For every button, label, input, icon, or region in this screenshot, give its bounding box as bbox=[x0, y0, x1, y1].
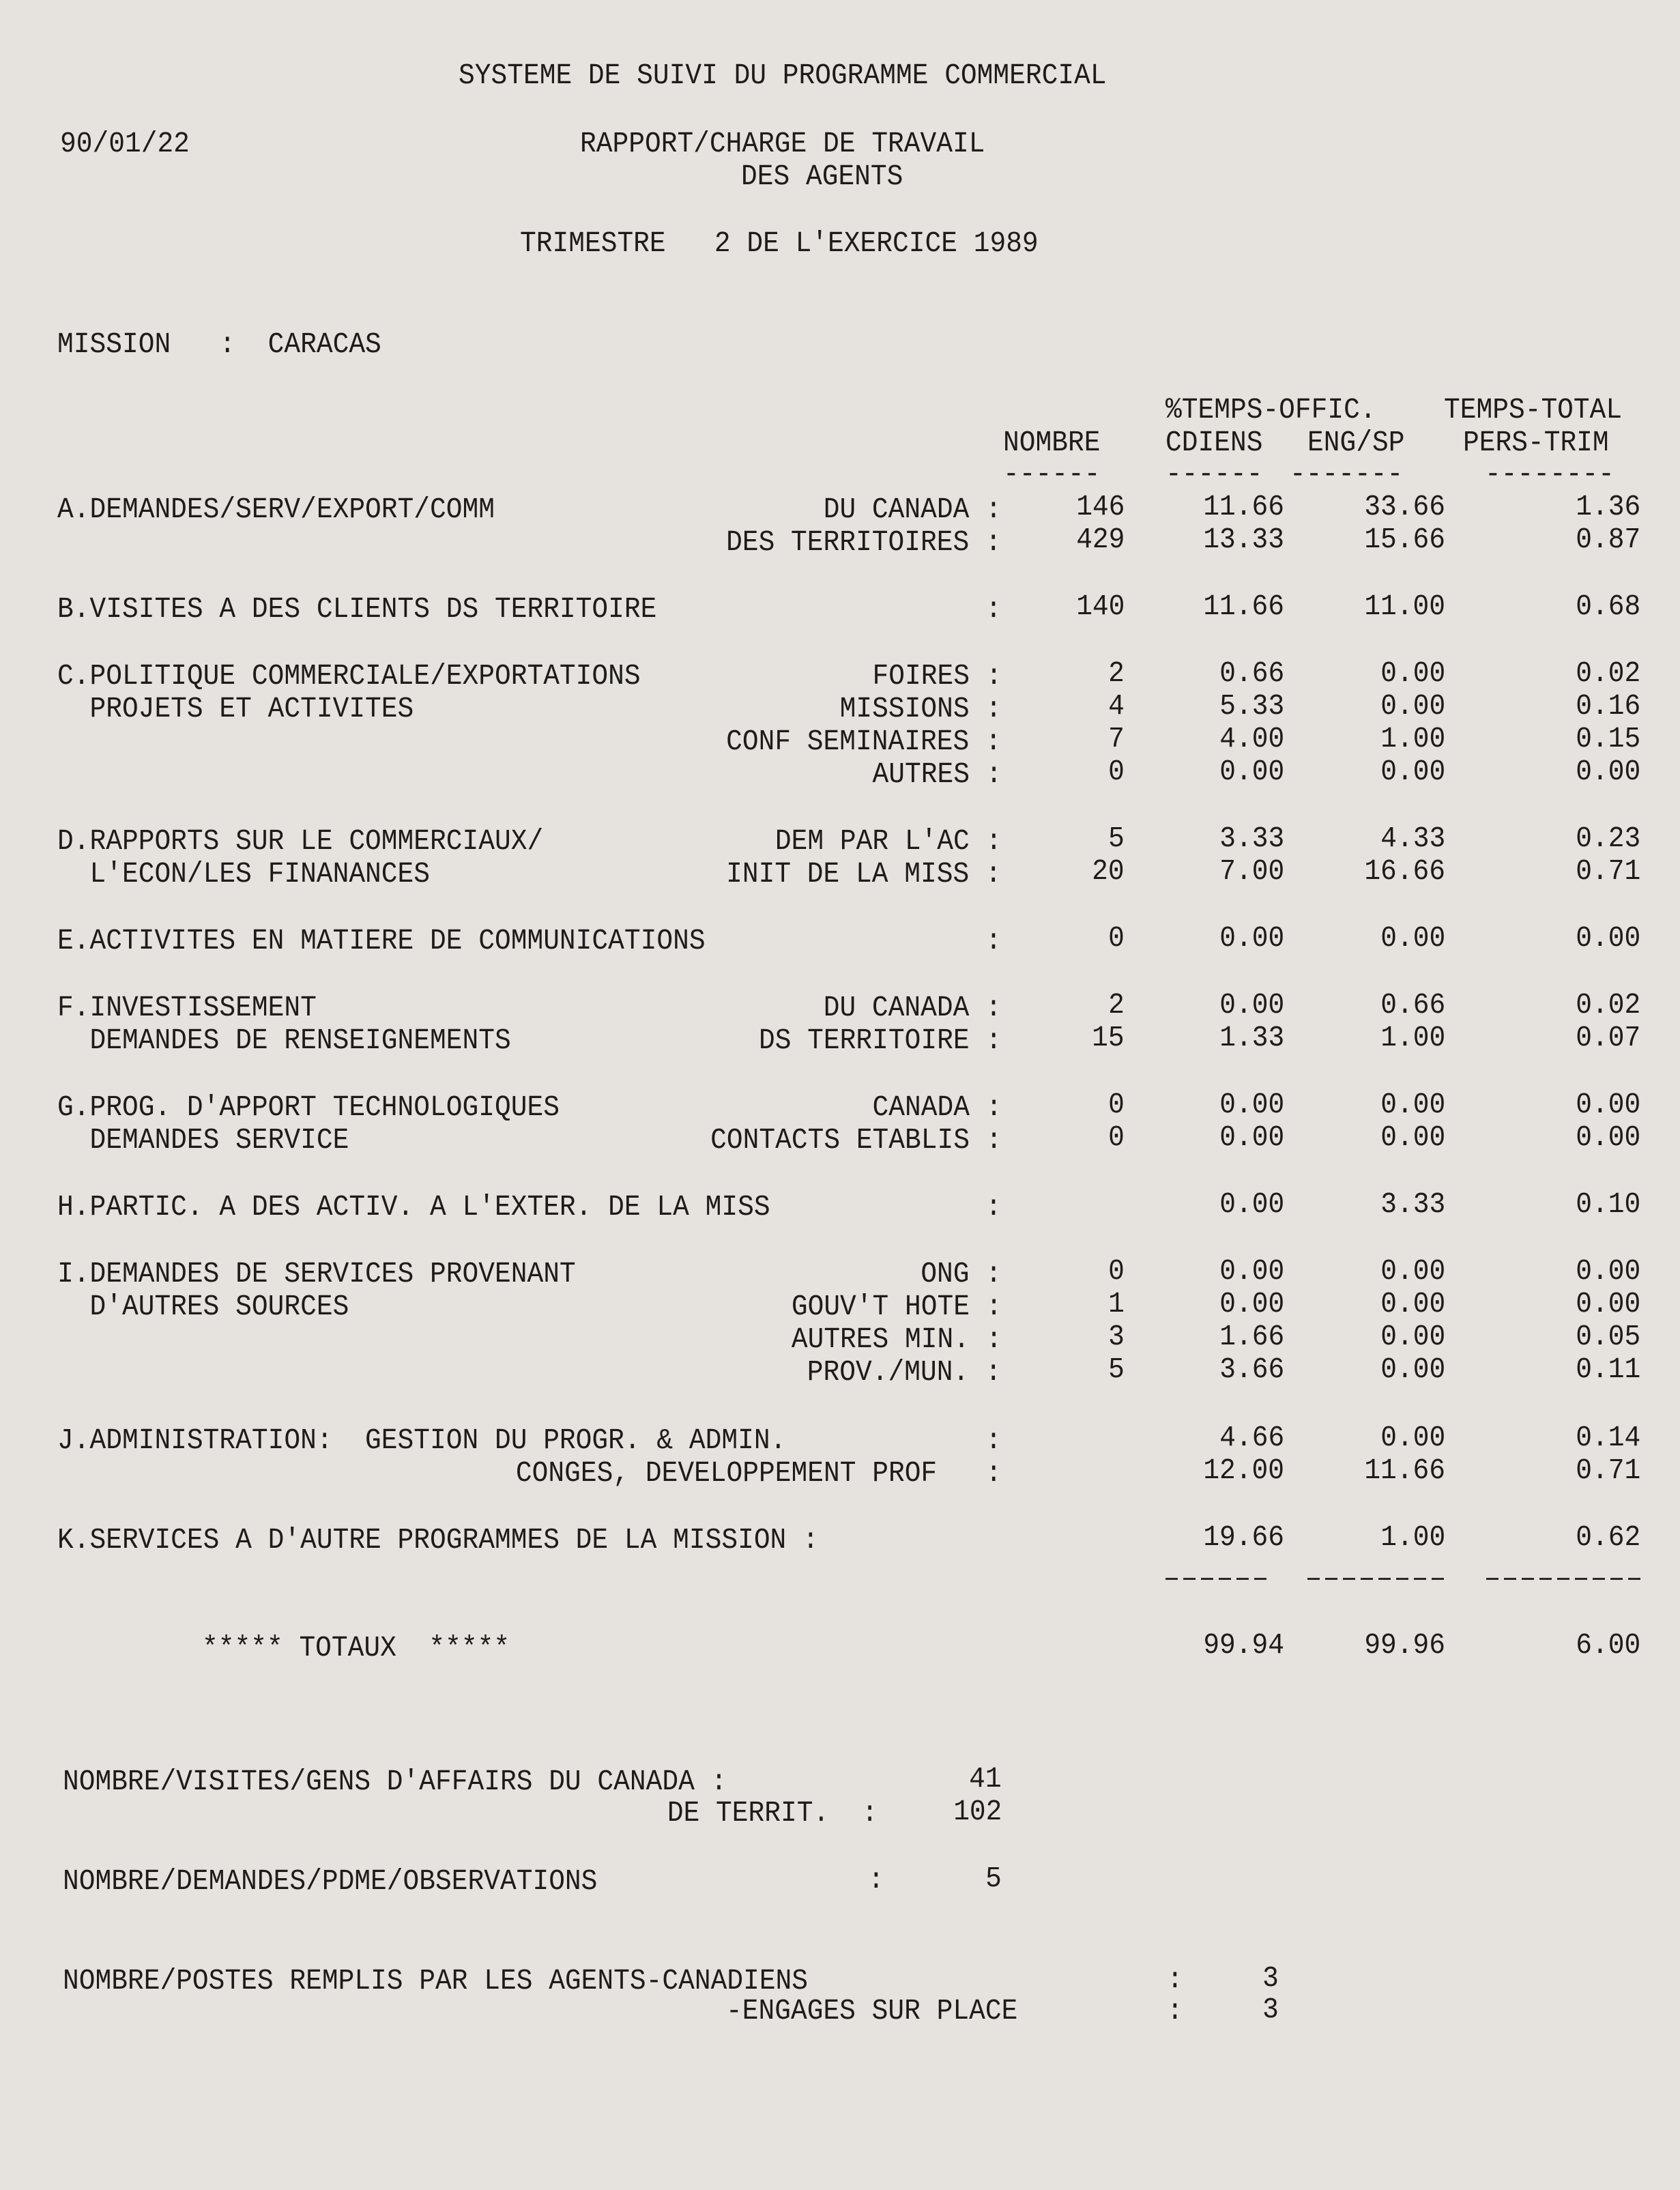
row-nombre: 0 bbox=[1108, 921, 1125, 955]
separator-dash bbox=[1219, 1578, 1231, 1580]
row-cdiens: 4.00 bbox=[1219, 722, 1284, 755]
row-eng-sp: 0.00 bbox=[1380, 755, 1445, 788]
row-category: H.PARTIC. A DES ACTIV. A L'EXTER. DE LA MISS bbox=[57, 1190, 770, 1224]
row-cdiens: 11.66 bbox=[1203, 490, 1284, 523]
row-cdiens: 0.00 bbox=[1219, 1254, 1284, 1288]
column-header-eng-sp: ENG/SP bbox=[1307, 426, 1405, 459]
column-underline: -------- bbox=[1485, 457, 1614, 491]
row-eng-sp: 15.66 bbox=[1364, 523, 1445, 556]
row-cdiens: 3.66 bbox=[1219, 1353, 1284, 1386]
row-nombre: 146 bbox=[1075, 490, 1125, 523]
row-category: C.POLITIQUE COMMERCIALE/EXPORTATIONS bbox=[57, 659, 641, 693]
row-category: D.RAPPORTS SUR LE COMMERCIAUX/ bbox=[57, 824, 544, 858]
row-subcategory: CONF SEMINAIRES : bbox=[726, 725, 1002, 758]
column-underline: ------ bbox=[1165, 457, 1263, 491]
row-eng-sp: 0.00 bbox=[1380, 1287, 1445, 1321]
row-subcategory: GOUV'T HOTE : bbox=[791, 1290, 1002, 1323]
column-header-cdiens: CDIENS bbox=[1165, 426, 1263, 459]
visites-value-territ: 102 bbox=[953, 1795, 1002, 1828]
totals-pers-trim: 6.00 bbox=[1576, 1628, 1640, 1662]
demandes-colon: : bbox=[868, 1863, 884, 1897]
visites-label-territ: DE TERRIT. : bbox=[667, 1796, 878, 1830]
row-category: I.DEMANDES DE SERVICES PROVENANT bbox=[57, 1257, 576, 1291]
row-category: E.ACTIVITES EN MATIERE DE COMMUNICATIONS bbox=[57, 924, 706, 957]
row-category: F.INVESTISSEMENT bbox=[57, 991, 317, 1024]
separator-dash bbox=[1539, 1578, 1552, 1580]
row-subcategory: DS TERRITOIRE : bbox=[758, 1024, 1002, 1057]
postes-value-canadiens: 3 bbox=[1262, 1961, 1279, 1995]
row-eng-sp: 0.00 bbox=[1380, 1254, 1445, 1288]
row-subcategory: : bbox=[985, 1424, 1002, 1457]
row-pers-trim: 0.14 bbox=[1576, 1421, 1640, 1454]
row-subcategory: DEM PAR L'AC : bbox=[774, 824, 1002, 858]
row-category: G.PROG. D'APPORT TECHNOLOGIQUES bbox=[57, 1091, 560, 1124]
row-eng-sp: 4.33 bbox=[1380, 822, 1445, 855]
row-cdiens: 7.00 bbox=[1219, 854, 1284, 888]
row-pers-trim: 0.62 bbox=[1576, 1521, 1640, 1554]
row-eng-sp: 0.00 bbox=[1380, 1088, 1445, 1121]
row-subcategory: DES TERRITOIRES : bbox=[726, 525, 1002, 559]
row-category: L'ECON/LES FINANANCES bbox=[57, 857, 431, 891]
separator-dash bbox=[1504, 1578, 1516, 1580]
row-subcategory: : bbox=[985, 1190, 1002, 1224]
separator-dash bbox=[1432, 1578, 1444, 1580]
report-title-line-1: RAPPORT/CHARGE DE TRAVAIL bbox=[580, 127, 985, 160]
separator-dash bbox=[1396, 1578, 1408, 1580]
column-header-pers-trim: PERS-TRIM bbox=[1463, 426, 1609, 459]
row-cdiens: 19.66 bbox=[1203, 1521, 1284, 1554]
row-eng-sp: 11.66 bbox=[1364, 1454, 1445, 1487]
row-pers-trim: 0.16 bbox=[1576, 689, 1640, 723]
row-pers-trim: 0.10 bbox=[1576, 1187, 1640, 1221]
row-cdiens: 4.66 bbox=[1219, 1421, 1284, 1454]
row-nombre: 4 bbox=[1108, 689, 1125, 723]
row-nombre: 0 bbox=[1108, 755, 1125, 788]
row-pers-trim: 0.00 bbox=[1576, 1121, 1640, 1154]
row-cdiens: 11.66 bbox=[1203, 590, 1284, 623]
row-nombre: 5 bbox=[1108, 1353, 1125, 1386]
visites-label-canada: NOMBRE/VISITES/GENS D'AFFAIRS DU CANADA : bbox=[63, 1765, 727, 1798]
row-category: D'AUTRES SOURCES bbox=[57, 1290, 349, 1323]
row-cdiens: 0.66 bbox=[1219, 657, 1284, 690]
report-title-line-2: DES AGENTS bbox=[741, 160, 903, 193]
row-cdiens: 3.33 bbox=[1219, 822, 1284, 855]
separator-dash bbox=[1183, 1578, 1196, 1580]
column-header-nombre: NOMBRE bbox=[1003, 426, 1101, 459]
demandes-value: 5 bbox=[985, 1862, 1002, 1895]
row-eng-sp: 1.00 bbox=[1380, 1021, 1445, 1054]
row-nombre: 5 bbox=[1108, 822, 1125, 855]
row-category: B.VISITES A DES CLIENTS DS TERRITOIRE bbox=[57, 592, 657, 626]
row-eng-sp: 0.00 bbox=[1380, 1320, 1445, 1353]
row-cdiens: 12.00 bbox=[1203, 1454, 1284, 1487]
row-subcategory: CONGES, DEVELOPPEMENT PROF : bbox=[515, 1456, 1002, 1490]
row-cdiens: 0.00 bbox=[1219, 1121, 1284, 1154]
separator-dash bbox=[1236, 1578, 1249, 1580]
row-pers-trim: 0.00 bbox=[1576, 755, 1640, 788]
row-eng-sp: 0.00 bbox=[1380, 689, 1445, 723]
postes-label-canadiens: NOMBRE/POSTES REMPLIS PAR LES AGENTS-CANADIENS bbox=[63, 1964, 809, 1998]
row-cdiens: 1.66 bbox=[1219, 1320, 1284, 1353]
row-cdiens: 0.00 bbox=[1219, 1287, 1284, 1321]
demandes-label: NOMBRE/DEMANDES/PDME/OBSERVATIONS bbox=[63, 1864, 598, 1898]
row-cdiens: 0.00 bbox=[1219, 1088, 1284, 1121]
row-category: PROJETS ET ACTIVITES bbox=[57, 692, 414, 725]
quarter-label: TRIMESTRE 2 DE L'EXERCICE 1989 bbox=[520, 227, 1039, 260]
row-nombre: 1 bbox=[1108, 1287, 1125, 1321]
row-cdiens: 13.33 bbox=[1203, 523, 1284, 556]
totals-eng-sp: 99.96 bbox=[1364, 1628, 1445, 1662]
row-nombre: 2 bbox=[1108, 657, 1125, 690]
row-category: J.ADMINISTRATION: GESTION DU PROGR. & ADMIN. bbox=[57, 1424, 787, 1457]
row-pers-trim: 1.36 bbox=[1576, 490, 1640, 523]
row-category: K.SERVICES A D'AUTRE PROGRAMMES DE LA MISSION : bbox=[57, 1523, 819, 1557]
row-nombre: 0 bbox=[1108, 1121, 1125, 1154]
row-cdiens: 0.00 bbox=[1219, 1187, 1284, 1221]
separator-dash bbox=[1522, 1578, 1534, 1580]
column-underline: ------- bbox=[1290, 457, 1404, 491]
row-eng-sp: 0.00 bbox=[1380, 1353, 1445, 1386]
row-eng-sp: 1.00 bbox=[1380, 1521, 1445, 1554]
row-subcategory: : bbox=[985, 924, 1002, 957]
separator-dash bbox=[1307, 1578, 1320, 1580]
row-pers-trim: 0.05 bbox=[1576, 1320, 1640, 1353]
postes-value-engages: 3 bbox=[1262, 1993, 1279, 2026]
row-subcategory: CANADA : bbox=[872, 1091, 1002, 1124]
postes-label-engages: -ENGAGES SUR PLACE bbox=[726, 1994, 1018, 2028]
separator-dash bbox=[1575, 1578, 1587, 1580]
row-category: A.DEMANDES/SERV/EXPORT/COMM bbox=[57, 493, 495, 526]
row-pers-trim: 0.02 bbox=[1576, 988, 1640, 1022]
separator-dash bbox=[1378, 1578, 1391, 1580]
separator-dash bbox=[1486, 1578, 1498, 1580]
separator-dash bbox=[1414, 1578, 1426, 1580]
system-title: SYSTEME DE SUIVI DU PROGRAMME COMMERCIAL bbox=[459, 59, 1107, 92]
row-pers-trim: 0.71 bbox=[1576, 854, 1640, 888]
row-eng-sp: 11.00 bbox=[1364, 590, 1445, 623]
row-pers-trim: 0.87 bbox=[1576, 523, 1640, 556]
row-subcategory: MISSIONS : bbox=[839, 692, 1002, 725]
row-eng-sp: 33.66 bbox=[1364, 490, 1445, 523]
row-pers-trim: 0.71 bbox=[1576, 1454, 1640, 1487]
row-nombre: 140 bbox=[1075, 590, 1125, 623]
row-eng-sp: 0.00 bbox=[1380, 1121, 1445, 1154]
row-cdiens: 1.33 bbox=[1219, 1021, 1284, 1054]
row-subcategory: FOIRES : bbox=[872, 659, 1002, 693]
separator-dash bbox=[1325, 1578, 1337, 1580]
row-nombre: 3 bbox=[1108, 1320, 1125, 1353]
row-pers-trim: 0.15 bbox=[1576, 722, 1640, 755]
row-cdiens: 5.33 bbox=[1219, 689, 1284, 723]
row-pers-trim: 0.11 bbox=[1576, 1353, 1640, 1386]
totals-label: ***** TOTAUX ***** bbox=[202, 1631, 510, 1665]
row-subcategory: AUTRES MIN. : bbox=[791, 1323, 1002, 1356]
separator-dash bbox=[1610, 1578, 1623, 1580]
separator-dash bbox=[1201, 1578, 1213, 1580]
row-pers-trim: 0.00 bbox=[1576, 921, 1640, 955]
column-underline: ------ bbox=[1003, 457, 1101, 491]
separator-dash bbox=[1343, 1578, 1355, 1580]
row-nombre: 20 bbox=[1092, 854, 1125, 888]
row-nombre: 0 bbox=[1108, 1088, 1125, 1121]
row-pers-trim: 0.00 bbox=[1576, 1254, 1640, 1288]
row-nombre: 2 bbox=[1108, 988, 1125, 1022]
row-eng-sp: 3.33 bbox=[1380, 1187, 1445, 1221]
separator-dash bbox=[1557, 1578, 1569, 1580]
separator-dash bbox=[1254, 1578, 1266, 1580]
row-subcategory: AUTRES : bbox=[872, 758, 1002, 791]
separator-dash bbox=[1165, 1578, 1178, 1580]
row-pers-trim: 0.68 bbox=[1576, 590, 1640, 623]
report-date: 90/01/22 bbox=[60, 127, 190, 160]
postes-colon-canadiens: : bbox=[1167, 1963, 1183, 1996]
totals-cdiens: 99.94 bbox=[1203, 1628, 1284, 1662]
row-subcategory: : bbox=[985, 592, 1002, 626]
row-eng-sp: 16.66 bbox=[1364, 854, 1445, 888]
row-eng-sp: 0.00 bbox=[1380, 657, 1445, 690]
row-eng-sp: 0.00 bbox=[1380, 1421, 1445, 1454]
row-nombre: 429 bbox=[1075, 523, 1125, 556]
row-category: DEMANDES DE RENSEIGNEMENTS bbox=[57, 1024, 511, 1057]
row-category: DEMANDES SERVICE bbox=[57, 1123, 349, 1157]
row-subcategory: PROV./MUN. : bbox=[807, 1355, 1002, 1389]
row-pers-trim: 0.00 bbox=[1576, 1287, 1640, 1321]
row-pers-trim: 0.23 bbox=[1576, 822, 1640, 855]
row-eng-sp: 1.00 bbox=[1380, 722, 1445, 755]
row-pers-trim: 0.07 bbox=[1576, 1021, 1640, 1054]
row-subcategory: DU CANADA : bbox=[823, 991, 1002, 1024]
row-nombre: 7 bbox=[1108, 722, 1125, 755]
row-cdiens: 0.00 bbox=[1219, 755, 1284, 788]
row-subcategory: INIT DE LA MISS : bbox=[726, 857, 1002, 891]
mission-label: MISSION : CARACAS bbox=[57, 328, 381, 361]
row-subcategory: DU CANADA : bbox=[823, 493, 1002, 526]
row-cdiens: 0.00 bbox=[1219, 921, 1284, 955]
row-nombre: 15 bbox=[1092, 1021, 1125, 1054]
row-nombre: 0 bbox=[1108, 1254, 1125, 1288]
row-eng-sp: 0.00 bbox=[1380, 921, 1445, 955]
postes-colon-engages: : bbox=[1167, 1994, 1183, 2028]
row-subcategory: ONG : bbox=[921, 1257, 1002, 1291]
row-cdiens: 0.00 bbox=[1219, 988, 1284, 1022]
column-header-temps-total: TEMPS-TOTAL bbox=[1444, 393, 1623, 427]
separator-dash bbox=[1361, 1578, 1373, 1580]
separator-dash bbox=[1593, 1578, 1605, 1580]
row-eng-sp: 0.66 bbox=[1380, 988, 1445, 1022]
row-pers-trim: 0.00 bbox=[1576, 1088, 1640, 1121]
row-subcategory: CONTACTS ETABLIS : bbox=[710, 1123, 1002, 1157]
visites-value-canada: 41 bbox=[969, 1762, 1002, 1796]
row-pers-trim: 0.02 bbox=[1576, 657, 1640, 690]
separator-dash bbox=[1628, 1578, 1640, 1580]
column-header-temps-offic: %TEMPS-OFFIC. bbox=[1165, 393, 1376, 427]
